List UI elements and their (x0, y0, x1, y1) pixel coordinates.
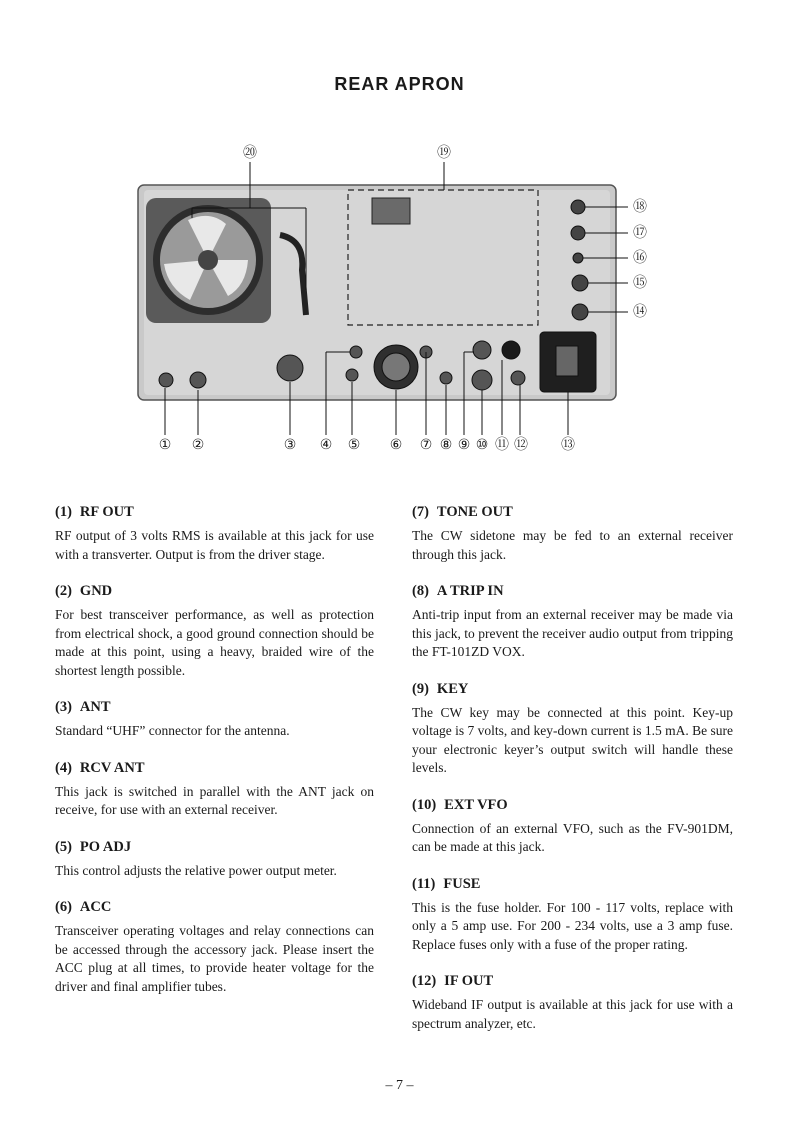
section-heading: (3) ANT (55, 699, 111, 715)
section-heading: (11) FUSE (412, 875, 481, 892)
section-fuse (412, 875, 733, 955)
section-a-trip-in (412, 582, 733, 662)
section-rf-out (55, 503, 374, 564)
section-gnd (55, 582, 374, 680)
section-po-adj (55, 838, 374, 881)
section-heading: (2) GND (55, 583, 113, 599)
callout-18: ⑱ (633, 199, 647, 215)
callout-13: ⑬ (561, 437, 575, 453)
callout-20: ⑳ (243, 145, 257, 161)
callout-4: ④ (319, 437, 333, 453)
callout-17: ⑰ (633, 225, 647, 241)
callout-8: ⑧ (439, 437, 453, 453)
section-heading: (9) KEY (412, 680, 469, 697)
rear-panel-illustration (130, 140, 670, 460)
left-column (55, 503, 374, 1014)
section-body: Connection of an external VFO, such as the FV-901DM, can be made at this jack. (412, 820, 733, 854)
section-body: Standard “UHF” connector for the antenna. (55, 723, 290, 738)
section-body: This is the fuse holder. For 100 - 117 volts, replace with only a 5 amp use. For 200 - 234 volts, use a 3 amp fuse. Replace fuses only with a fuse of the proper rating. (412, 899, 733, 952)
section-body: This jack is switched in parallel with the ANT jack on receive, for use with an external receiver. (55, 783, 374, 817)
section-heading: (4) RCV ANT (55, 759, 145, 776)
callout-10: ⑩ (475, 437, 489, 453)
callout-14: ⑭ (633, 304, 647, 320)
section-ant (55, 698, 374, 741)
callout-11: ⑪ (495, 437, 509, 453)
callout-15: ⑮ (633, 275, 647, 291)
section-heading: (1) RF OUT (55, 504, 134, 520)
callout-12: ⑫ (514, 437, 528, 453)
section-body: The CW sidetone may be fed to an external receiver through this jack. (412, 528, 733, 562)
section-heading: (5) PO ADJ (55, 838, 132, 855)
section-body: Anti-trip input from an external receiver may be made via this jack, to prevent the receiver audio output from tripping the FT-101ZD VOX. (412, 607, 733, 659)
section-acc (55, 898, 374, 996)
section-heading: (7) TONE OUT (412, 504, 513, 520)
callout-6: ⑥ (389, 437, 403, 453)
rear-apron-photo (130, 140, 670, 460)
cooling-fan (146, 198, 271, 323)
section-body: Transceiver operating voltages and relay connections can be accessed through the accessory jack. Please insert the ACC plug at all times, to provide heater voltage for the driver and final amplifier tubes. (55, 923, 374, 994)
section-body: For best transceiver performance, as well as protection from electrical shock, a good ground connection should be made at this point, using a heavy, braided wire of the shortest length possible. (55, 607, 374, 678)
section-if-out (412, 972, 733, 1033)
page-number: – 7 – (385, 1078, 414, 1093)
section-body: This control adjusts the relative power output meter. (55, 862, 337, 878)
page-title: REAR APRON (334, 74, 465, 94)
section-heading: (6) ACC (55, 899, 112, 915)
section-ext-vfo (412, 796, 733, 857)
callout-1: ① (158, 437, 172, 453)
section-heading: (8) A TRIP IN (412, 583, 504, 599)
section-heading: (12) IF OUT (412, 973, 494, 989)
section-key (412, 680, 733, 778)
callout-16: ⑯ (633, 250, 647, 266)
section-heading: (10) EXT VFO (412, 796, 508, 813)
section-rcv-ant (55, 759, 374, 820)
callout-7: ⑦ (419, 437, 433, 453)
callout-9: ⑨ (457, 437, 471, 453)
section-body: The CW key may be connected at this point. Key-up voltage is 7 volts, and key-down current is 1.5 mA. Be sure your electronic keyer’s output switch will handle these levels. (412, 704, 733, 775)
section-body: RF output of 3 volts RMS is available at this jack for use with a transverter. Output is from the driver stage. (55, 528, 374, 562)
callout-5: ⑤ (347, 437, 361, 453)
section-tone-out (412, 503, 733, 564)
callout-3: ③ (283, 437, 297, 453)
callout-19: ⑲ (437, 145, 451, 161)
section-body: Wideband IF output is available at this jack for use with a spectrum analyzer, etc. (412, 997, 733, 1031)
right-column (412, 503, 733, 1051)
callout-2: ② (191, 437, 205, 453)
